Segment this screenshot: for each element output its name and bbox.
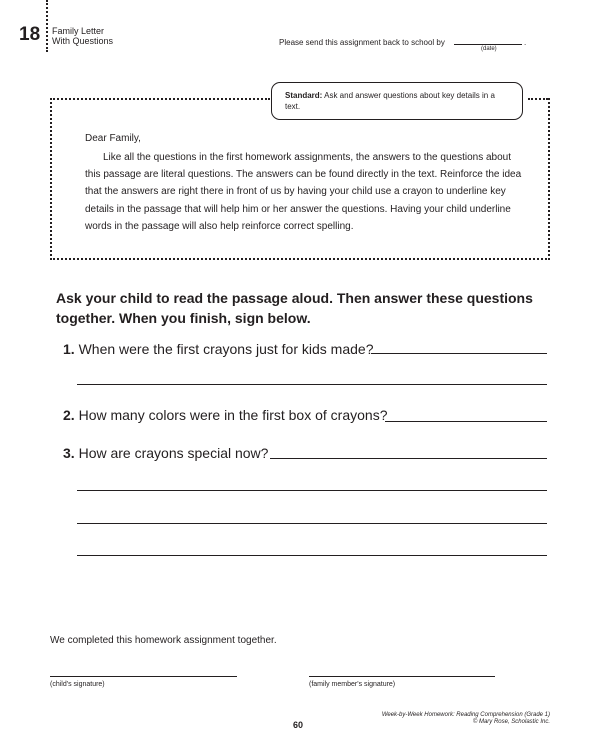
- question-2: [63, 407, 387, 423]
- instructions: Ask your child to read the passage aloud. Then answer these questions together. When you finish, sign below.: [56, 290, 533, 326]
- answer-2-line-1[interactable]: [385, 421, 547, 422]
- header-label-line1: Family Letter: [52, 26, 105, 36]
- question-2-text: How many colors were in the first box of crayons?: [78, 407, 388, 423]
- footer-page-number: 60: [293, 720, 304, 730]
- letter-greeting: Dear Family,: [85, 133, 141, 144]
- footer-credit: [370, 712, 550, 726]
- header-label-line2: With Questions: [52, 36, 114, 46]
- completion-statement: We completed this homework assignment together.: [50, 635, 277, 646]
- send-back-text: Please send this assignment back to school by: [279, 38, 445, 47]
- question-1-text: When were the first crayons just for kids made?: [78, 341, 374, 357]
- question-3-text: How are crayons special now?: [78, 445, 269, 461]
- family-signature-line[interactable]: [309, 676, 495, 677]
- child-signature-caption: (child's signature): [50, 681, 105, 688]
- header-label: [52, 26, 113, 46]
- footer-credit-line1: Week-by-Week Homework: Reading Comprehension (Grade 1): [381, 712, 550, 718]
- letter-body: Like all the questions in the first homework assignments, the answers to the questions about this passage are literal questions. The answers can be found directly in the text. Reinforce the idea that the answers are right there in front of us by having your child use a crayon to underline key details in the passage that will help him or her answer the questions. Having your child underline words in the passage will also help reinforce correct spelling.: [85, 152, 522, 232]
- answer-1-line-2[interactable]: [77, 384, 547, 385]
- answer-1-line-1[interactable]: [371, 353, 547, 354]
- standard-text: Ask and answer questions about key details in a text.: [285, 91, 495, 111]
- date-blank[interactable]: [454, 44, 522, 45]
- answer-3-line-3[interactable]: [77, 523, 547, 524]
- send-back-period: .: [524, 38, 527, 47]
- child-signature-line[interactable]: [50, 676, 237, 677]
- answer-3-line-1[interactable]: [270, 458, 547, 459]
- question-2-number: 2.: [63, 407, 75, 423]
- question-1: [63, 341, 373, 357]
- question-3: [63, 445, 268, 461]
- answer-3-line-2[interactable]: [77, 490, 547, 491]
- question-1-number: 1.: [63, 341, 75, 357]
- date-caption: (date): [481, 46, 497, 52]
- question-3-number: 3.: [63, 445, 75, 461]
- header-dotted-divider: [46, 0, 48, 52]
- standard-box: [271, 82, 523, 120]
- answer-3-line-4[interactable]: [77, 555, 547, 556]
- footer-credit-line2: © Mary Rose, Scholastic Inc.: [472, 719, 550, 725]
- family-signature-caption: (family member's signature): [309, 681, 396, 688]
- standard-label: Standard:: [285, 91, 323, 100]
- page-number: 18: [19, 24, 41, 45]
